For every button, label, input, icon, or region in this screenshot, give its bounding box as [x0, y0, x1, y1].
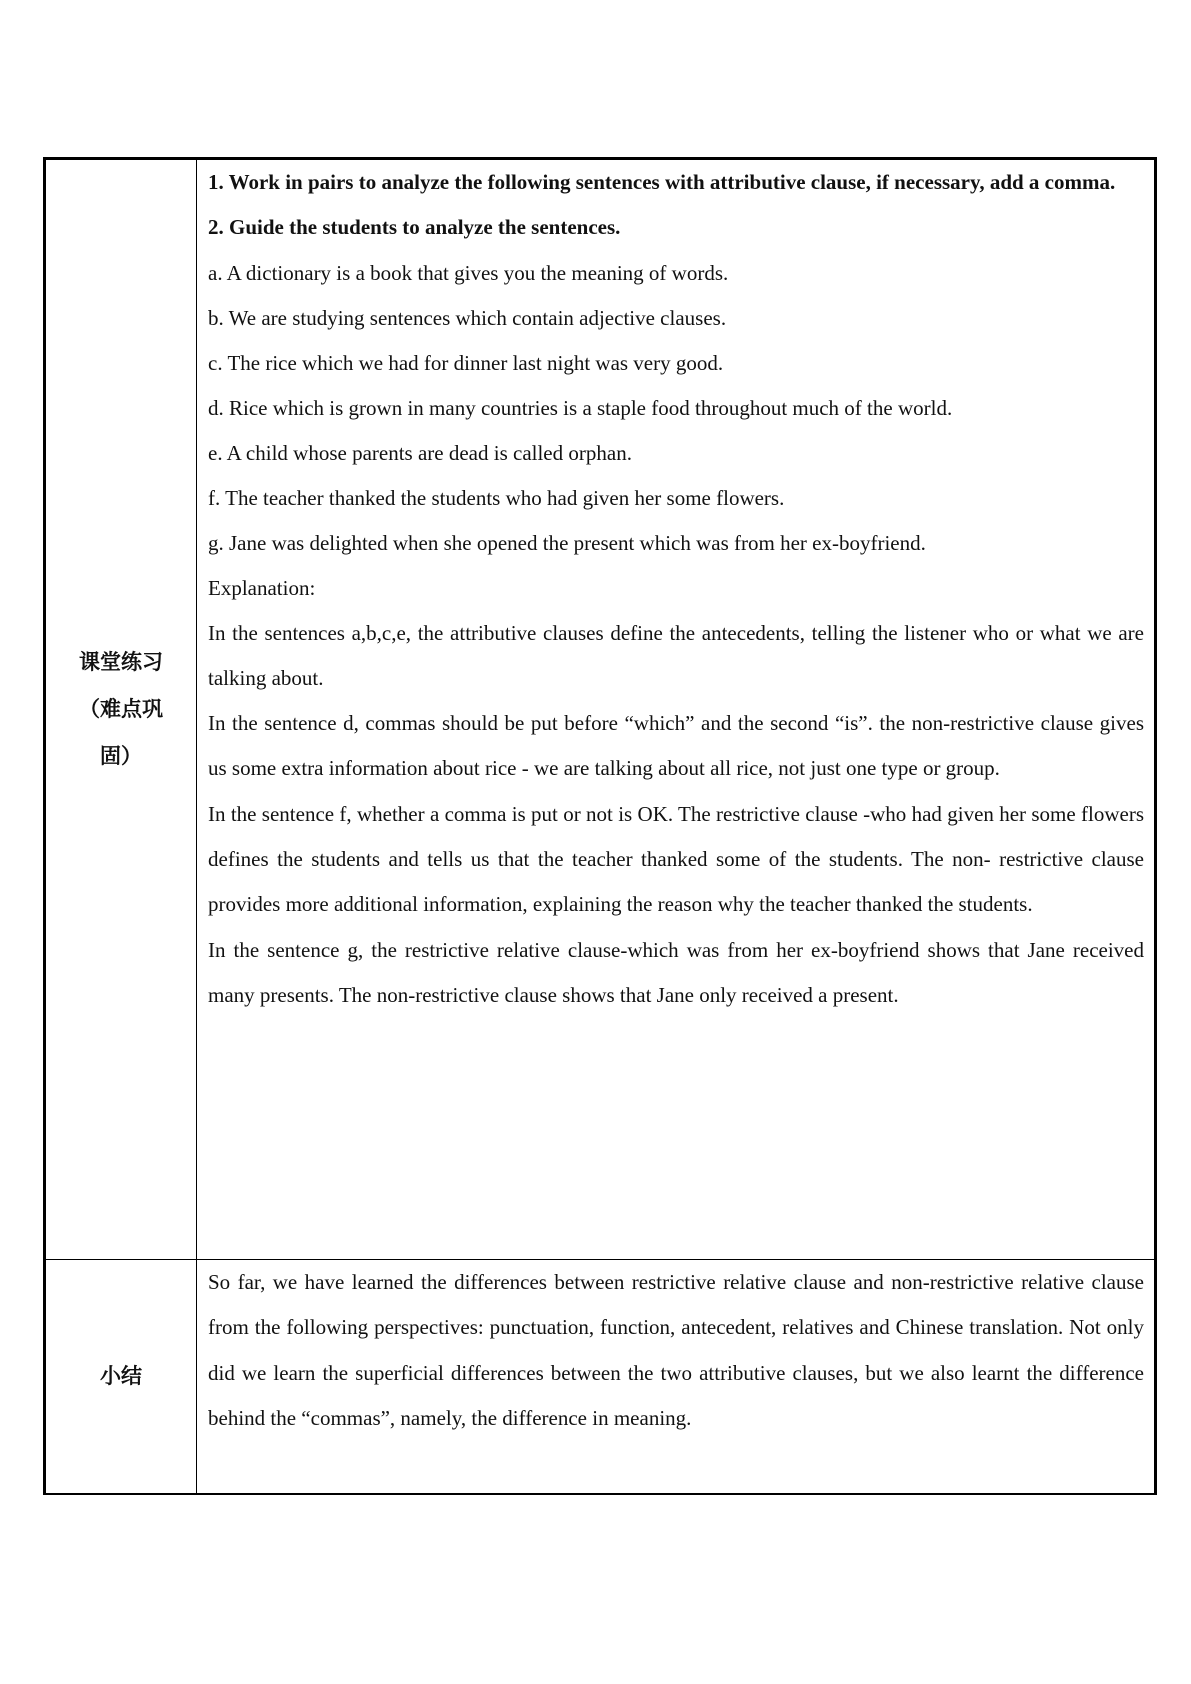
exercise-content-cell	[197, 159, 1156, 1260]
exercise-label-line-3: 固）	[100, 744, 142, 768]
sentence-g: g. Jane was delighted when she opened the present which was from her ex-boyfriend.	[208, 530, 926, 555]
explanation-paragraph-2: In the sentence d, commas should be put before “which” and the second “is”. the non-restrictive clause gives us some extra information about rice - we are talking about all rice, not just one type or group.	[208, 711, 1144, 781]
summary-content-cell	[197, 1260, 1156, 1495]
task-2-instruction: 2. Guide the students to analyze the sentences.	[208, 215, 621, 240]
lesson-plan-table	[43, 157, 1157, 1495]
summary-label: 小结	[100, 1364, 142, 1388]
explanation-paragraph-1: In the sentences a,b,c,e, the attributive clauses define the antecedents, telling the listener who or what we are talking about.	[208, 620, 1144, 690]
summary-row	[45, 1260, 1156, 1495]
sentence-d: d. Rice which is grown in many countries is a staple food throughout much of the world.	[208, 395, 953, 420]
sentence-a: a. A dictionary is a book that gives you the meaning of words.	[208, 260, 729, 285]
sentence-c: c. The rice which we had for dinner last night was very good.	[208, 350, 724, 375]
exercise-label-cell	[45, 159, 197, 1260]
explanation-heading: Explanation:	[208, 575, 316, 600]
exercise-label-line-1: 课堂练习	[79, 650, 163, 674]
explanation-paragraph-3: In the sentence f, whether a comma is put or not is OK. The restrictive clause -who had given her some flowers defines the students and tells us that the teacher thanked some of the students. The non- restrictive clause provides more additional information, explaining the reason why the teacher thanked the students.	[208, 801, 1144, 917]
sentence-f: f. The teacher thanked the students who had given her some flowers.	[208, 485, 785, 510]
sentence-e: e. A child whose parents are dead is called orphan.	[208, 440, 632, 465]
summary-label-cell	[45, 1260, 197, 1495]
sentence-b: b. We are studying sentences which contain adjective clauses.	[208, 305, 727, 330]
exercise-label-line-2: （难点巩	[79, 697, 163, 721]
summary-text: So far, we have learned the differences between restrictive relative clause and non-restrictive relative clause from the following perspectives: punctuation, function, antecedent, relatives and Chinese translation. Not only did we learn the superficial differences between the two attributive clauses, but we also learnt the difference behind the “commas”, namely, the difference in meaning.	[208, 1270, 1144, 1430]
explanation-paragraph-4: In the sentence g, the restrictive relative clause-which was from her ex-boyfriend shows that Jane received many presents. The non-restrictive clause shows that Jane only received a present.	[208, 937, 1144, 1007]
task-1-instruction: 1. Work in pairs to analyze the following sentences with attributive clause, if necessary, add a comma.	[208, 170, 1116, 194]
exercise-row	[45, 159, 1156, 1260]
